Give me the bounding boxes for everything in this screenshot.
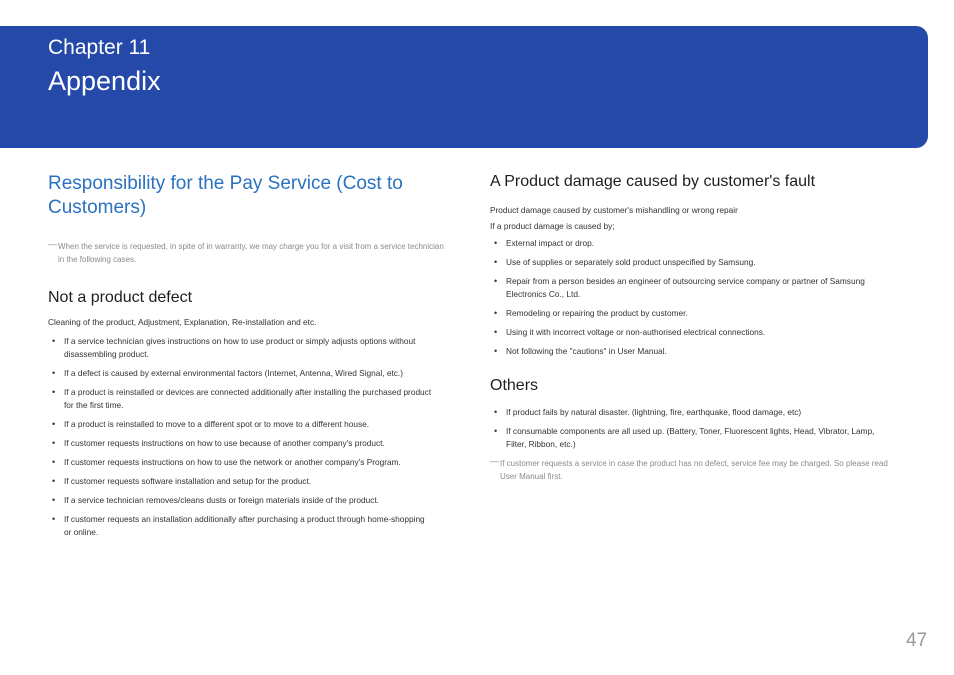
bullet-icon: •: [52, 438, 56, 448]
list-item: • If customer requests instructions on how to use because of another company's product.: [52, 438, 385, 448]
bullet-icon: •: [52, 368, 56, 378]
bullet-icon: •: [52, 514, 56, 524]
bullet-icon: •: [52, 419, 56, 429]
list-item: • If customer requests software installation and setup for the product.: [52, 476, 312, 486]
list-item: • If a product is reinstalled to move to a different spot or to move to a different house.: [52, 419, 370, 429]
section-title-others: Others: [490, 377, 539, 394]
others-list: [490, 406, 902, 451]
right-column: [490, 172, 902, 483]
bullet-icon: •: [494, 426, 498, 436]
list-item: • If a service technician gives instructions on how to use product or simply adjusts options without disassembling product.: [52, 336, 416, 359]
list-item: • If customer requests an installation additionally after purchasing a product through home-shopping or online.: [52, 514, 425, 537]
bullet-icon: •: [52, 476, 56, 486]
list-item: • If product fails by natural disaster. (lightning, fire, earthquake, flood damage, etc): [494, 407, 802, 417]
chapter-label: Chapter 11: [48, 36, 151, 59]
list-item: • Repair from a person besides an engineer of outsourcing service company or partner of Samsung Electronics Co., Ltd.: [494, 276, 865, 299]
bullet-icon: •: [494, 308, 498, 318]
section-title-not-defect: Not a product defect: [48, 289, 193, 306]
list-item: • If customer requests instructions on how to use the network or another company's Program.: [52, 457, 401, 467]
bullet-icon: •: [494, 276, 498, 286]
bullet-icon: •: [52, 387, 56, 397]
list-item: • External impact or drop.: [494, 238, 595, 248]
service-fee-note: ― If customer requests a service in case the product has no defect, service fee may be charged. So please read User Manual first.: [490, 456, 888, 481]
list-item: • If a defect is caused by external environmental factors (Internet, Antenna, Wired Signal, etc.): [52, 368, 403, 378]
not-defect-list: [48, 335, 466, 539]
main-title: Responsibility for the Pay Service (Cost to Customers): [48, 173, 403, 218]
not-defect-intro: Cleaning of the product, Adjustment, Explanation, Re-installation and etc.: [48, 317, 317, 327]
list-item: • Not following the "cautions" in User Manual.: [494, 346, 667, 356]
list-item: • Use of supplies or separately sold product unspecified by Samsung.: [494, 257, 756, 267]
warranty-note: ― When the service is requested, in spite of in warranty, we may charge you for a visit from a service technician in the following cases.: [48, 239, 444, 264]
bullet-icon: •: [494, 407, 498, 417]
list-item: • If a service technician removes/cleans dusts or foreign materials inside of the product.: [52, 495, 379, 505]
customer-fault-intro1: Product damage caused by customer's mishandling or wrong repair: [490, 205, 738, 215]
bullet-icon: •: [494, 238, 498, 248]
section-title-customer-fault: A Product damage caused by customer's fault: [490, 173, 816, 190]
bullet-icon: •: [52, 336, 56, 346]
bullet-icon: •: [494, 257, 498, 267]
customer-fault-intro2: If a product damage is caused by;: [490, 221, 615, 231]
page-number: 47: [906, 630, 928, 651]
chapter-title: Appendix: [48, 66, 161, 96]
list-item: • If consumable components are all used up. (Battery, Toner, Fluorescent lights, Head, Vibrator, Lamp, Filter, Ribbon, etc.): [494, 426, 875, 449]
customer-fault-list: [490, 237, 902, 358]
bullet-icon: •: [52, 457, 56, 467]
left-column: [48, 172, 466, 545]
list-item: • Remodeling or repairing the product by customer.: [494, 308, 688, 318]
list-item: • If a product is reinstalled or devices are connected additionally after installing the purchased product for the first time.: [52, 387, 432, 410]
bullet-icon: •: [52, 495, 56, 505]
bullet-icon: •: [494, 327, 498, 337]
bullet-icon: •: [494, 346, 498, 356]
list-item: • Using it with incorrect voltage or non-authorised electrical connections.: [494, 327, 766, 337]
